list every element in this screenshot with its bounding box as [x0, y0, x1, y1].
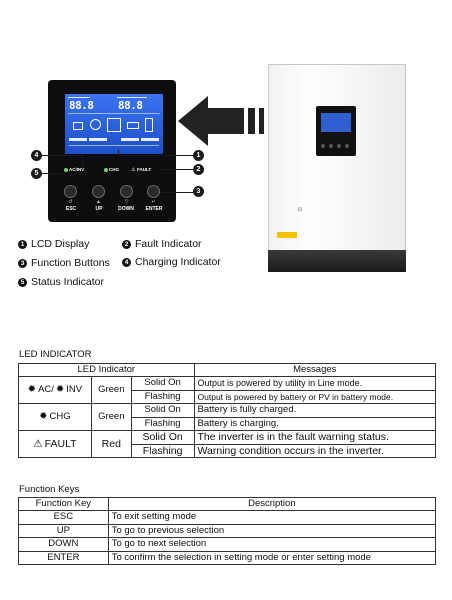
key-cell: ESC: [19, 511, 109, 525]
ac-inv-led: [64, 168, 68, 172]
table-row: [19, 431, 436, 445]
ac-inv-indicator-cell: ✹ AC/ ✹ INV: [19, 377, 92, 404]
down-button[interactable]: [120, 185, 133, 198]
sun-icon: ✹: [39, 411, 48, 422]
state-cell: Solid On: [131, 377, 194, 391]
inverter-lcd: [321, 113, 351, 132]
state-cell: Flashing: [131, 417, 194, 431]
state-cell: Solid On: [131, 404, 194, 418]
up-button-label: UP: [95, 206, 103, 212]
header-description: Description: [108, 498, 435, 511]
chg-led-label: CHG: [109, 167, 119, 172]
table-row: [19, 377, 436, 391]
fault-indicator-cell: ⚠ FAULT: [19, 431, 92, 458]
keys-section-title: Function Keys: [19, 484, 80, 495]
esc-icon: ↺: [68, 199, 73, 205]
legend-fault-indicator: 2 Fault Indicator: [122, 238, 202, 250]
lcd-readout-left: 88.8: [69, 99, 94, 112]
lcd-readout-right: 88.8: [118, 99, 143, 112]
fault-color-cell: Red: [91, 431, 131, 458]
down-button-label: DOWN: [118, 206, 134, 212]
ac-inv-color-cell: Green: [91, 377, 131, 404]
inverter-base: [268, 250, 406, 272]
legend-status-indicator: 5 Status Indicator: [18, 276, 104, 288]
message-cell: Output is powered by battery or PV in battery mode.: [194, 390, 435, 404]
key-cell: UP: [19, 524, 109, 538]
legend-charging-indicator: 4 Charging Indicator: [122, 256, 221, 268]
callout-2: 2: [193, 164, 204, 175]
table-row: [19, 511, 436, 525]
table-row: [19, 404, 436, 418]
header-led-indicator: LED Indicator: [19, 364, 195, 377]
legend-lcd-display: 1 LCD Display: [18, 238, 89, 250]
description-cell: To go to next selection: [108, 538, 435, 552]
callout-1: 1: [193, 150, 204, 161]
led-section-title: LED INDICATOR: [19, 349, 92, 360]
enter-icon: ↵: [151, 199, 156, 205]
state-cell: Flashing: [131, 390, 194, 404]
up-arrow-icon: ▲: [96, 199, 101, 205]
header-function-key: Function Key: [19, 498, 109, 511]
battery-icon: [145, 118, 153, 132]
callout-4: 4: [31, 150, 42, 161]
description-cell: To go to previous selection: [108, 524, 435, 538]
chg-led: [104, 168, 108, 172]
description-cell: To confirm the selection in setting mode or enter setting mode: [108, 551, 435, 565]
chg-color-cell: Green: [91, 404, 131, 431]
utility-icon: [90, 119, 101, 130]
esc-button[interactable]: [64, 185, 77, 198]
led-indicator-table: [18, 363, 436, 458]
message-cell: Warning condition occurs in the inverter.: [194, 444, 435, 458]
callout-5: 5: [31, 168, 42, 179]
pv-icon: [73, 122, 83, 130]
load-icon: [127, 122, 139, 129]
fault-led-label: FAULT: [137, 167, 152, 172]
warning-label: [277, 232, 297, 238]
chg-indicator-cell: ✹ CHG: [19, 404, 92, 431]
key-cell: ENTER: [19, 551, 109, 565]
inverter-icon: [107, 118, 121, 132]
table-row: [19, 524, 436, 538]
up-button[interactable]: [92, 185, 105, 198]
key-cell: DOWN: [19, 538, 109, 552]
inverter-unit: [268, 64, 406, 250]
warning-triangle-icon: ⚠: [33, 438, 43, 450]
message-cell: The inverter is in the fault warning status.: [194, 431, 435, 445]
ac-inv-led-label: AC/INV: [69, 167, 85, 172]
table-header-row: [19, 364, 436, 377]
down-arrow-icon: ▽: [124, 199, 129, 205]
fault-warning-icon: ⚠: [131, 167, 136, 173]
table-row: [19, 538, 436, 552]
function-keys-table: [18, 497, 436, 565]
esc-button-label: ESC: [65, 206, 77, 212]
arrow-icon: [178, 96, 208, 146]
callout-3: 3: [193, 186, 204, 197]
table-row: [19, 551, 436, 565]
description-cell: To exit setting mode: [108, 511, 435, 525]
message-cell: Battery is charging.: [194, 417, 435, 431]
sun-logo-icon: ☼: [296, 204, 304, 213]
header-messages: Messages: [194, 364, 435, 377]
enter-button[interactable]: [147, 185, 160, 198]
sun-icon: ✹: [55, 384, 65, 395]
message-cell: Battery is fully charged.: [194, 404, 435, 418]
state-cell: Flashing: [131, 444, 194, 458]
lcd-display: [65, 94, 163, 154]
state-cell: Solid On: [131, 431, 194, 445]
legend-function-buttons: 3 Function Buttons: [18, 257, 110, 269]
enter-button-label: ENTER: [145, 206, 163, 212]
message-cell: Output is powered by utility in Line mode.: [194, 377, 435, 391]
table-header-row: [19, 498, 436, 511]
sun-icon: ✹: [27, 384, 37, 395]
